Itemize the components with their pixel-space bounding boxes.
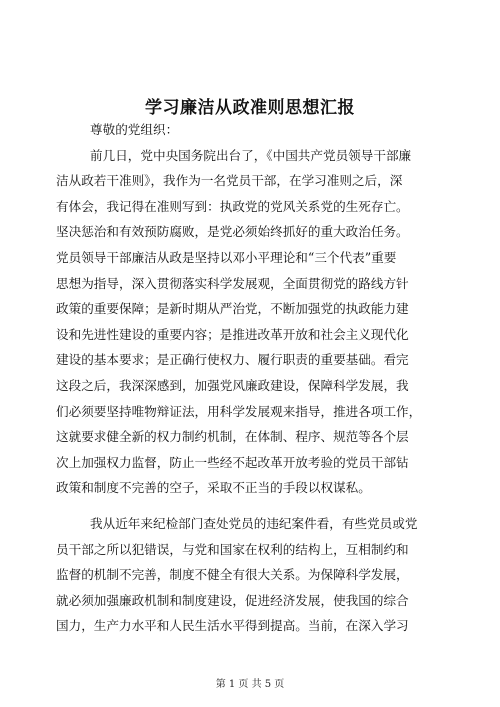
paragraph-line: 员干部之所以犯错误，与党和国家在权利的结构上，互相制约和: [56, 541, 409, 557]
paragraph-line: 设和先进性建设的重要内容；是推进改革开放和社会主义现代化: [56, 326, 409, 342]
paragraph-1: [56, 143, 454, 501]
paragraph-line: 就必须加强廉政机制和制度建设，促进经济发展，使我国的综合: [56, 592, 409, 608]
paragraph-line: 前几日，党中央国务院出台了，《中国共产党员领导干部廉: [90, 147, 412, 163]
paragraph-line: 政策的重要保障；是新时期从严治党，不断加强党的执政能力建: [56, 301, 409, 317]
paragraph-line: 党员领导干部廉洁从政是坚持以邓小平理论和“三个代表”重要: [56, 249, 397, 265]
paragraph-line: 监督的机制不完善，制度不健全有很大关系。为保障科学发展，: [56, 567, 409, 583]
paragraph-line: 们必须要坚持唯物辩证法，用科学发展观来指导，推进各项工作，: [56, 403, 422, 419]
paragraph-line: 建设的基本要求；是正确行使权力、履行职责的重要基础。看完: [56, 352, 409, 368]
document-body: [56, 117, 454, 639]
paragraph-line: 次上加强权力监督，防止一些经不起改革开放考验的党员干部钻: [56, 454, 409, 470]
paragraph-line: 我从近年来纪检部门查处党员的违纪案件看，有些党员或党: [90, 515, 418, 531]
paragraph-2: [56, 511, 454, 639]
paragraph-line: 坚决惩治和有效预防腐败，是党必须始终抓好的重大政治任务。: [56, 224, 409, 240]
page-footer: 第 1 页 共 5 页: [215, 679, 285, 690]
paragraph-line: 思想为指导，深入贯彻落实科学发展观，全面贯彻党的路线方针: [56, 275, 409, 291]
paragraph-line: 这就要求健全新的权力制约机制，在体制、程序、规范等各个层: [56, 429, 409, 445]
paragraph-line: 政策和制度不完善的空子，采取不正当的手段以权谋私。: [56, 480, 371, 496]
paragraph-line: 国力，生产力水平和人民生活水平得到提高。当前，在深入学习: [56, 618, 409, 634]
paragraph-line: 这段之后，我深深感到，加强党风廉政建设，保障科学发展，我: [56, 377, 409, 393]
paragraph-line: 有体会，我记得在准则写到：执政党的党风关系党的生死存亡。: [56, 198, 409, 214]
document-title: 学习廉洁从政准则思想汇报: [145, 98, 355, 118]
salutation: 尊敬的党组织：: [90, 122, 179, 137]
paragraph-line: 洁从政若干准则》，我作为一名党员干部，在学习准则之后，深: [56, 173, 403, 189]
